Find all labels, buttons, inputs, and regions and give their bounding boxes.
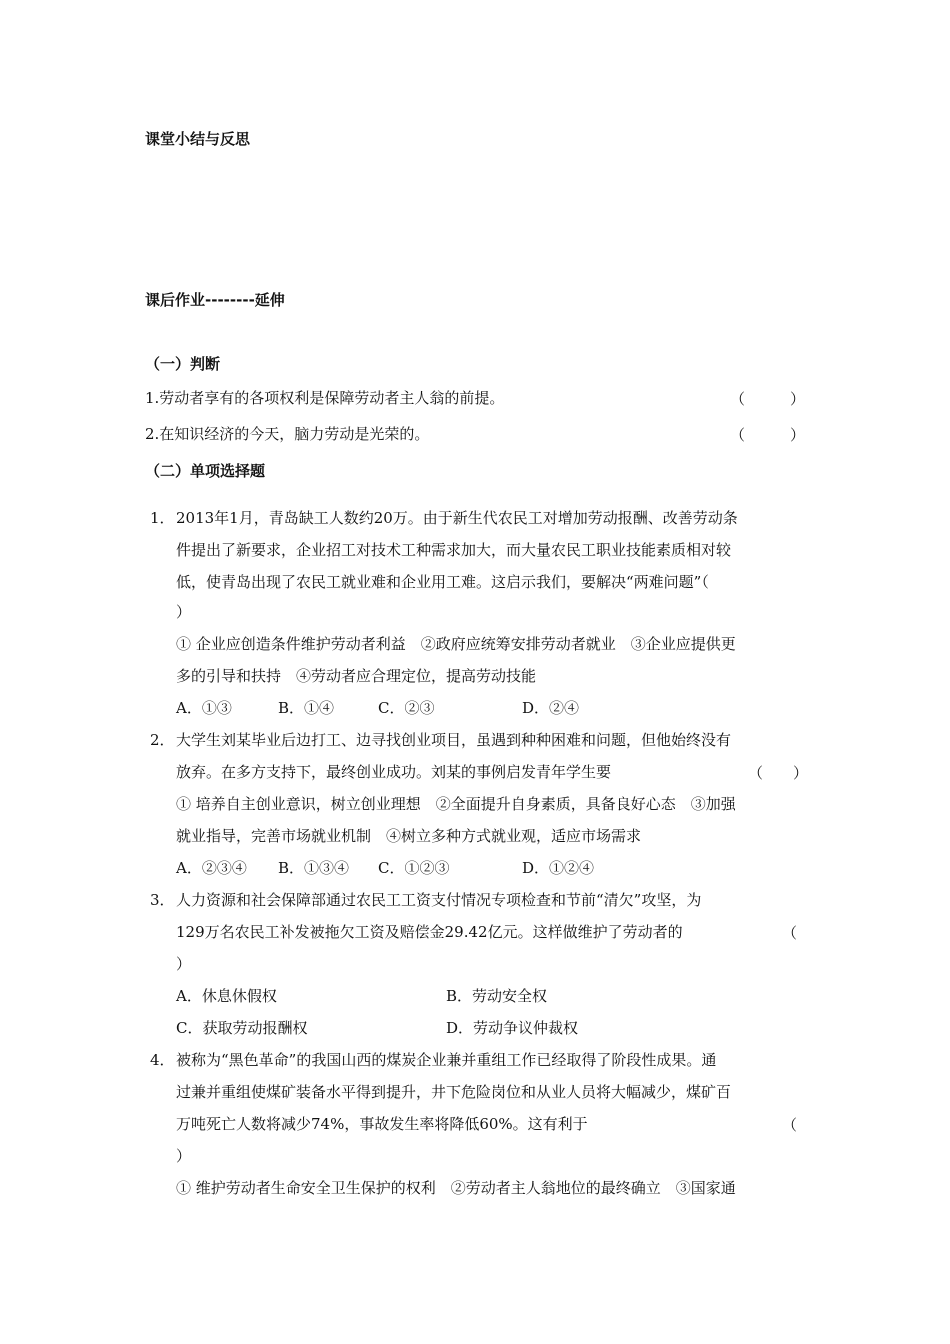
reflection-heading: 课堂小结与反思 xyxy=(145,130,251,148)
question-4-line: 被称为“黑色革命”的我国山西的煤炭企业兼并重组工作已经取得了阶段性成果。通 xyxy=(176,1051,717,1069)
question-3-line: 129万名农民工补发被拖欠工资及赔偿金29.42亿元。这样做维护了劳动者的 xyxy=(176,923,683,941)
question-4-line: 过兼并重组使煤矿装备水平得到提升，井下危险岗位和从业人员将大幅减少，煤矿百 xyxy=(176,1083,732,1101)
judgment-item-1: 1.劳动者享有的各项权利是保障劳动者主人翁的前提。 xyxy=(145,389,505,407)
question-1-option-b: B．①④ xyxy=(278,699,335,717)
question-3-option-c: C．获取劳动报酬权 xyxy=(176,1019,308,1037)
question-1-option-a: A．①③ xyxy=(176,699,232,717)
question-4-number: 4． xyxy=(150,1051,175,1069)
judgment-item-2-answer: （ ） xyxy=(730,426,806,444)
question-1-line: 低，使青岛出现了农民工就业难和企业用工难。这启示我们，要解决“两难问题”（ xyxy=(176,573,709,591)
question-3-option-a: A．休息休假权 xyxy=(176,987,277,1005)
question-2-line: 大学生刘某毕业后边打工、边寻找创业项目，虽遇到种种困难和问题，但他始终没有 xyxy=(176,731,732,749)
question-2-option-c: C．①②③ xyxy=(378,859,450,877)
question-3-line: ） xyxy=(176,955,192,973)
question-2-number: 2． xyxy=(150,731,175,749)
question-4-answer: （ xyxy=(782,1116,798,1134)
question-2-answer: （ ） xyxy=(748,764,809,782)
judgment-item-2: 2.在知识经济的今天，脑力劳动是光荣的。 xyxy=(145,425,430,443)
question-1-option-c: C．②③ xyxy=(378,699,435,717)
question-1-number: 1． xyxy=(150,509,175,527)
question-3-option-d: D．劳动争议仲裁权 xyxy=(446,1019,579,1037)
question-2-option-d: D．①②④ xyxy=(522,859,595,877)
part1-title: （一）判断 xyxy=(145,355,221,373)
question-4-line: ） xyxy=(176,1147,192,1165)
question-3-line: 人力资源和社会保障部通过农民工工资支付情况专项检查和节前“清欠”攻坚，为 xyxy=(176,891,702,909)
judgment-item-1-answer: （ ） xyxy=(730,390,806,408)
question-1-line: ） xyxy=(176,603,192,621)
question-3-number: 3． xyxy=(150,891,175,909)
question-4-line: ① 维护劳动者生命安全卫生保护的权利 ②劳动者主人翁地位的最终确立 ③国家通 xyxy=(176,1179,736,1197)
question-2-line: 放弃。在多方支持下，最终创业成功。刘某的事例启发青年学生要 xyxy=(176,763,612,781)
question-1-option-d: D．②④ xyxy=(522,699,580,717)
part2-title: （二）单项选择题 xyxy=(145,462,266,480)
question-2-line: ① 培养自主创业意识，树立创业理想 ②全面提升自身素质，具备良好心态 ③加强 xyxy=(176,795,736,813)
question-3-option-b: B．劳动安全权 xyxy=(446,987,548,1005)
question-2-line: 就业指导，完善市场就业机制 ④树立多种方式就业观，适应市场需求 xyxy=(176,827,642,845)
question-1-line: 2013年1月，青岛缺工人数约20万。由于新生代农民工对增加劳动报酬、改善劳动条 xyxy=(176,509,738,527)
question-2-option-b: B．①③④ xyxy=(278,859,350,877)
question-1-line: 件提出了新要求，企业招工对技术工种需求加大，而大量农民工职业技能素质相对较 xyxy=(176,541,732,559)
question-1-line: 多的引导和扶持 ④劳动者应合理定位，提高劳动技能 xyxy=(176,667,537,685)
homework-heading: 课后作业--------延伸 xyxy=(145,291,285,309)
question-3-answer: （ xyxy=(782,924,798,942)
question-1-line: ① 企业应创造条件维护劳动者利益 ②政府应统筹安排劳动者就业 ③企业应提供更 xyxy=(176,635,736,653)
question-2-option-a: A．②③④ xyxy=(176,859,247,877)
question-4-line: 万吨死亡人数将减少74%，事故发生率将降低60%。这有利于 xyxy=(176,1115,588,1133)
